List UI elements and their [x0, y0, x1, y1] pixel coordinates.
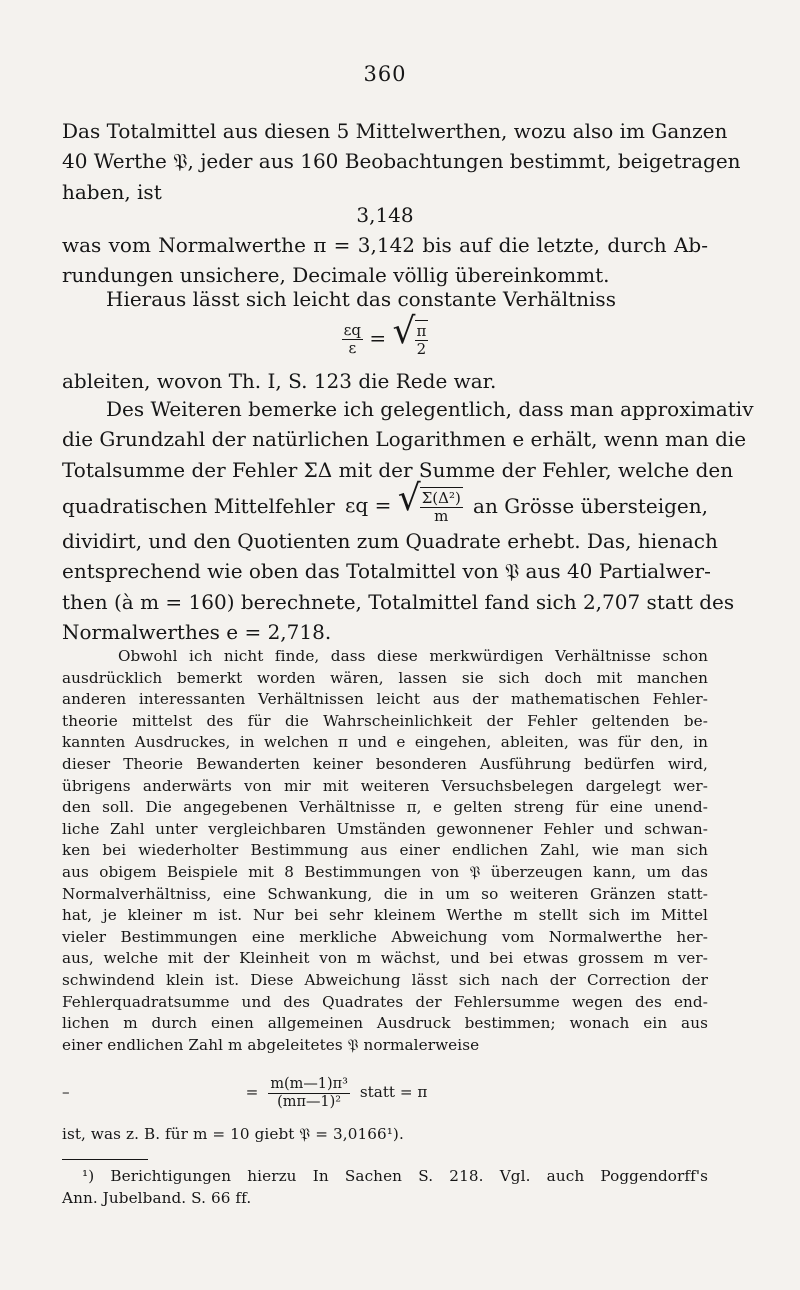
paragraph-totalmittel [62, 116, 741, 207]
text-line: hat, je kleiner m ist. Nur bei sehr kleinem Werthe m stellt sich im Mittel [62, 906, 708, 925]
text-line: Fehlerquadratsumme und des Quadrates der Fehlersumme wegen des end- [62, 992, 708, 1011]
text-line: aus obigem Beispiele mit 8 Bestimmungen von 𝔓 überzeugen kann, um das [62, 862, 708, 881]
fraction-numerator: Σ(Δ²) [421, 489, 461, 507]
equation-ratio [62, 311, 708, 359]
fraction-denominator: ε [348, 338, 357, 357]
text-segment: quadratischen Mittelfehler [62, 494, 335, 519]
equation-mittelfehler [345, 478, 463, 526]
fraction-numerator: m(m—1)π³ [270, 1076, 348, 1092]
equation-p-normal [62, 1076, 708, 1110]
fraction-numerator: εq [343, 320, 362, 339]
text-line: rundungen unsichere, Decimale völlig übereinkommt. [62, 263, 610, 288]
text-segment: an Grösse übersteigen, [473, 494, 708, 519]
page-number: 360 [363, 62, 407, 86]
sqrt-expression [392, 311, 429, 359]
text-line: die Grundzahl der natürlichen Logarithmen e erhält, wenn man die [62, 427, 747, 452]
equals-sign: = [369, 325, 387, 350]
fraction [268, 1076, 350, 1110]
text-line: lichen m durch einen allgemeinen Ausdruck bestimmen; wonach ein aus [62, 1014, 708, 1033]
text-line: anderen interessanten Verhältnissen leicht aus der mathematischen Fehler- [62, 690, 708, 709]
text-line: was vom Normalwerthe π = 3,142 bis auf die letzte, durch Ab- [62, 233, 708, 257]
text-line: aus, welche mit der Kleinheit von m wächst, und bei etwas grossem m ver- [62, 949, 708, 968]
text-line: schwindend klein ist. Diese Abweichung lässt sich nach der Correction der [62, 970, 708, 989]
text-line: einer endlichen Zahl m abgeleitetes 𝔓 normalerweise [62, 1035, 480, 1054]
text-line: ¹) Berichtigungen hierzu In Sachen S. 218. Vgl. auch Poggendorff's [82, 1167, 708, 1185]
fraction-lhs [342, 322, 363, 358]
paragraph-dividirt [62, 526, 735, 648]
fraction-denominator: 2 [416, 340, 427, 359]
text-line: ausdrücklich bemerkt worden wären, lassen sie sich doch mit manchen [62, 668, 708, 687]
text-line: Das Totalmittel aus diesen 5 Mittelwerthen, wozu also im Ganzen [62, 119, 728, 143]
fraction-radicand [420, 490, 463, 526]
paragraph-normalwerth [62, 230, 708, 291]
text-line: vieler Bestimmungen eine merkliche Abweichung vom Normalwerthe her- [62, 927, 708, 946]
text-line: dividirt, und den Quotienten zum Quadrate erhebt. Das, hienach [62, 529, 718, 553]
equals-sign: = [245, 1083, 259, 1102]
text-line: Des Weiteren bemerke ich gelegentlich, dass man approximativ [106, 397, 754, 421]
text-line: then (à m = 160) berechnete, Totalmittel fand sich 2,707 statt des [62, 589, 735, 614]
text-line: Normalverhältniss, eine Schwankung, die in um so weiteren Gränzen statt- [62, 884, 708, 903]
text-line: den soll. Die angegebenen Verhältnisse π, e gelten streng für eine unend- [62, 798, 708, 817]
paragraph-hieraus [62, 284, 752, 314]
text-line: dieser Theorie Bewanderten keiner besonderen Ausführung bedürfen wird, [62, 754, 708, 773]
radical-sign: √ [392, 311, 416, 352]
text-line: ken bei wiederholter Bestimmung aus einer endlichen Zahl, wie man sich [62, 841, 708, 860]
text-line: übrigens anderwärts von mir mit weiteren Versuchsbelegen dargelegt wer- [62, 776, 708, 795]
text-line: 40 Werthe 𝔓, jeder aus 160 Beobachtungen bestimmt, beigetragen [62, 149, 741, 174]
paragraph-des-weiteren [62, 394, 754, 485]
text-line: Obwohl ich nicht finde, dass diese merkwürdigen Verhältnisse schon [118, 647, 708, 665]
text-line: Totalsumme der Fehler ΣΔ mit der Summe der Fehler, welche den [62, 457, 734, 482]
text-line: theorie mittelst des für die Wahrscheinlichkeit der Fehler geltenden be- [62, 711, 708, 730]
text-line: entsprechend wie oben das Totalmittel von 𝔓 aus 40 Partialwer- [62, 559, 711, 584]
equation-lead: – [62, 1083, 70, 1102]
equation-line-mittelfehler [62, 478, 708, 526]
fraction-radicand [415, 323, 429, 359]
footnote-rule [62, 1159, 148, 1160]
text-line: Normalwerthes e = 2,718. [62, 620, 332, 645]
small-paragraph [62, 646, 708, 1056]
small-last-line [62, 1124, 708, 1146]
text-line: kannten Ausdruckes, in welchen π und e eingehen, ableiten, was für den, in [62, 733, 708, 752]
equation-lhs: εq = [345, 492, 392, 517]
text-line: ableiten, wovon Th. I, S. 123 die Rede war. [62, 369, 497, 393]
text-line: haben, ist [62, 179, 162, 204]
radical-sign: √ [397, 478, 421, 519]
sqrt-expression [397, 478, 463, 526]
equation-after: statt = π [359, 1083, 428, 1102]
paragraph-ableiten [62, 366, 708, 396]
text-line: liche Zahl unter vergleichbaren Umständen gewonnener Fehler und schwan- [62, 819, 708, 838]
fraction-denominator: m [434, 507, 449, 526]
fraction-numerator: π [416, 322, 427, 340]
text-line: Hieraus lässt sich leicht das constante Verhältniss [106, 287, 616, 311]
footnote [62, 1166, 708, 1209]
text-line: Ann. Jubelband. S. 66 ff. [62, 1188, 252, 1207]
fraction-denominator: (mπ—1)² [277, 1093, 342, 1110]
text-line: ist, was z. B. für m = 10 giebt 𝔓 = 3,0166¹). [62, 1125, 404, 1143]
value-3148: 3,148 [356, 203, 414, 227]
